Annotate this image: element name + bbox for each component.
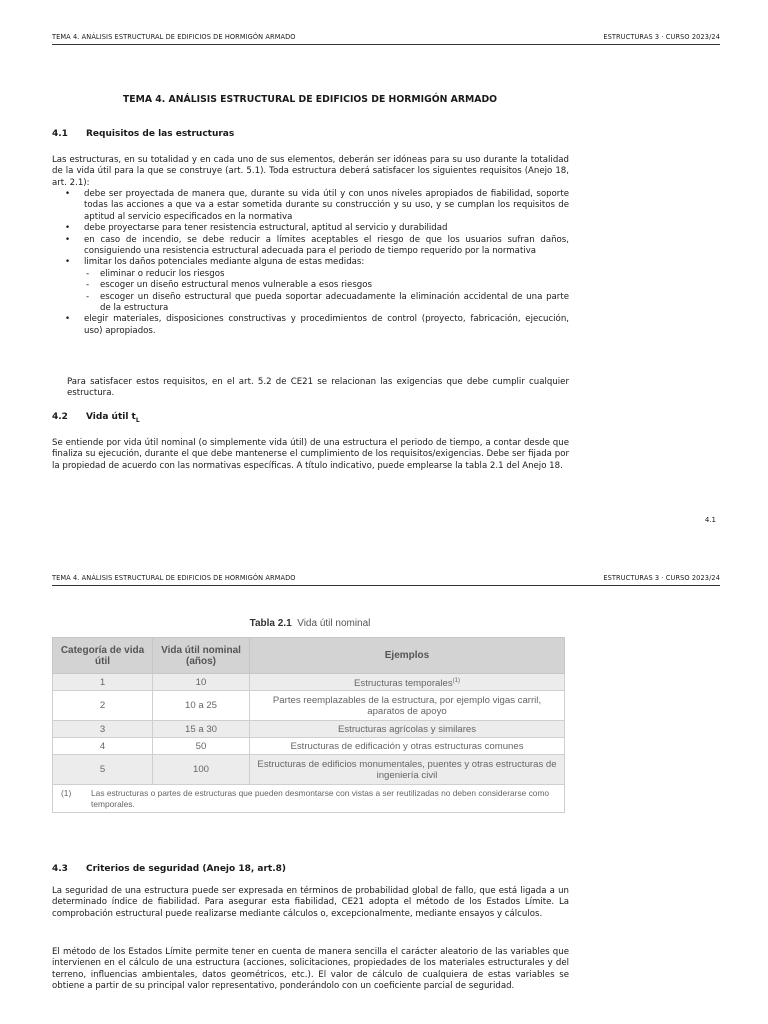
table-row	[53, 721, 565, 738]
table-caption-label: Tabla 2.1	[249, 618, 292, 629]
section-4-3-paragraph-2: El método de los Estados Límite permite tener en cuenta de manera sencilla el carácter aleatorio de las variables que intervienen en el cálculo de una estructura (acciones, solicitaciones, propiedades de los materiales estructurales y del terreno, influencias ambientales, datos geométricos, etc.). El valor de cálculo de cualquiera de estas variables se obtiene a partir de su principal valor representativo, ponderándolo con un coeficiente parcial de seguridad.	[52, 947, 569, 992]
table-row	[53, 691, 565, 721]
section-4-3-heading	[52, 864, 286, 874]
table-footnote-row	[53, 785, 565, 813]
section-4-1-closing: Para satisfacer estos requisitos, en el art. 5.2 de CE21 se relacionan las exigencias que debe cumplir cualquier estructura.	[67, 377, 569, 399]
section-title: Criterios de seguridad (Anejo 18, art.8)	[86, 864, 287, 874]
category-cell: 1	[53, 674, 153, 691]
years-cell: 10	[153, 674, 250, 691]
table-row	[53, 755, 565, 785]
page-header	[52, 571, 720, 586]
section-4-2-heading	[52, 412, 140, 424]
section-title: Vida útil t	[86, 412, 136, 422]
example-text: Estructuras temporales	[354, 677, 453, 689]
service-life-table	[52, 637, 565, 813]
column-header: Ejemplos	[250, 638, 565, 674]
category-cell: 2	[53, 691, 153, 721]
header-left: TEMA 4. ANÁLISIS ESTRUCTURAL DE EDIFICIOS DE HORMIGÓN ARMADO	[52, 33, 296, 41]
years-cell: 100	[153, 755, 250, 785]
section-number: 4.2	[52, 412, 68, 422]
table-row	[53, 674, 565, 691]
page-number: 4.1	[704, 516, 716, 524]
table-caption-text: Vida útil nominal	[297, 618, 371, 629]
section-4-3-paragraph-1: La seguridad de una estructura puede ser expresada en términos de probabilidad global de fallo, que está ligada a un determinado índice de fiabilidad. Para asegurar esta fiabilidad, CE21 adopta el método de los Estados Límite. La comprobación estructural puede realizarse mediante cálculos o, excepcionalmente, mediante ensayos y cálculos.	[52, 886, 569, 919]
list-item-text: limitar los daños potenciales mediante alguna de estas medidas:	[84, 257, 365, 268]
sublist-item: - escoger un diseño estructural menos vulnerable a esos riesgos	[84, 280, 569, 291]
sublist-item: - escoger un diseño estructural que pueda soportar adecuadamente la eliminación accidental de una parte de la estructura	[84, 292, 569, 315]
footnote-cell	[53, 785, 565, 813]
section-4-1-heading	[52, 129, 234, 139]
section-number: 4.1	[52, 129, 68, 139]
header-right: ESTRUCTURAS 3 · CURSO 2023/24	[603, 33, 720, 41]
list-item	[52, 257, 569, 314]
section-4-2-body: Se entiende por vida útil nominal (o simplemente vida útil) de una estructura el periodo de tiempo, a contar desde que finaliza su ejecución, durante el que debe mantenerse el cumplimiento de los requisitos/exigencias. Debe ser fijada por la propiedad de acuerdo con las normativas específicas. A título indicativo, puede emplearse la tabla 2.1 del Anejo 18.	[52, 438, 569, 471]
years-cell: 50	[153, 738, 250, 755]
document-title: TEMA 4. ANÁLISIS ESTRUCTURAL DE EDIFICIOS DE HORMIGÓN ARMADO	[122, 94, 498, 105]
section-title: Requisitos de las estructuras	[86, 129, 235, 139]
section-4-1-intro: Las estructuras, en su totalidad y en cada uno de sus elementos, deberán ser idóneas para su uso durante la totalidad de la vida útil para la que se construye (art. 5.1). Toda estructura deberá satisfacer los siguientes requisitos (Anejo 18, art. 2.1):	[52, 155, 569, 188]
sublist-item: - eliminar o reducir los riesgos	[84, 269, 569, 280]
list-item: • en caso de incendio, se debe reducir a límites aceptables el riesgo de que los usuarios sufran daños, consiguiendo una resistencia estructural adecuada para el periodo de tiempo requerido por la normativa	[52, 235, 569, 258]
measures-sublist	[84, 269, 569, 315]
column-header: Vida útil nominal (años)	[153, 638, 250, 674]
page-header	[52, 30, 720, 45]
example-cell: Estructuras agrícolas y similares	[250, 721, 565, 738]
section-title-subscript: L	[135, 416, 140, 424]
header-left: TEMA 4. ANÁLISIS ESTRUCTURAL DE EDIFICIOS DE HORMIGÓN ARMADO	[52, 574, 296, 582]
list-item: • debe ser proyectada de manera que, durante su vida útil y con unos niveles apropiados de fiabilidad, soporte todas las acciones a que va a estar sometida durante su construcción y su uso, y se cumplan los requisitos de aptitud al servicio especificados en la normativa	[52, 189, 569, 223]
column-header: Categoría de vida útil	[53, 638, 153, 674]
footnote-text: Las estructuras o partes de estructuras que pueden desmontarse con vistas a ser reutilizadas no deben considerarse como temporales.	[91, 787, 550, 809]
footnote-reference: (1)	[452, 677, 460, 684]
table-header-row	[53, 638, 565, 674]
section-number: 4.3	[52, 864, 68, 874]
years-cell: 15 a 30	[153, 721, 250, 738]
footnote-mark: (1)	[61, 787, 72, 798]
category-cell: 5	[53, 755, 153, 785]
requirements-list	[52, 189, 569, 337]
list-item: • debe proyectarse para tener resistencia estructural, aptitud al servicio y durabilidad	[52, 223, 569, 234]
example-cell	[250, 674, 565, 691]
example-cell: Partes reemplazables de la estructura, por ejemplo vigas carril, aparatos de apoyo	[250, 691, 565, 721]
list-item: • elegir materiales, disposiciones constructivas y procedimientos de control (proyecto, fabricación, ejecución, uso) apropiados.	[52, 314, 569, 337]
example-cell: Estructuras de edificación y otras estructuras comunes	[250, 738, 565, 755]
table-row	[53, 738, 565, 755]
category-cell: 3	[53, 721, 153, 738]
header-right: ESTRUCTURAS 3 · CURSO 2023/24	[603, 574, 720, 582]
category-cell: 4	[53, 738, 153, 755]
example-cell: Estructuras de edificios monumentales, puentes y otras estructuras de ingeniería civil	[250, 755, 565, 785]
table-caption	[0, 618, 620, 629]
years-cell: 10 a 25	[153, 691, 250, 721]
